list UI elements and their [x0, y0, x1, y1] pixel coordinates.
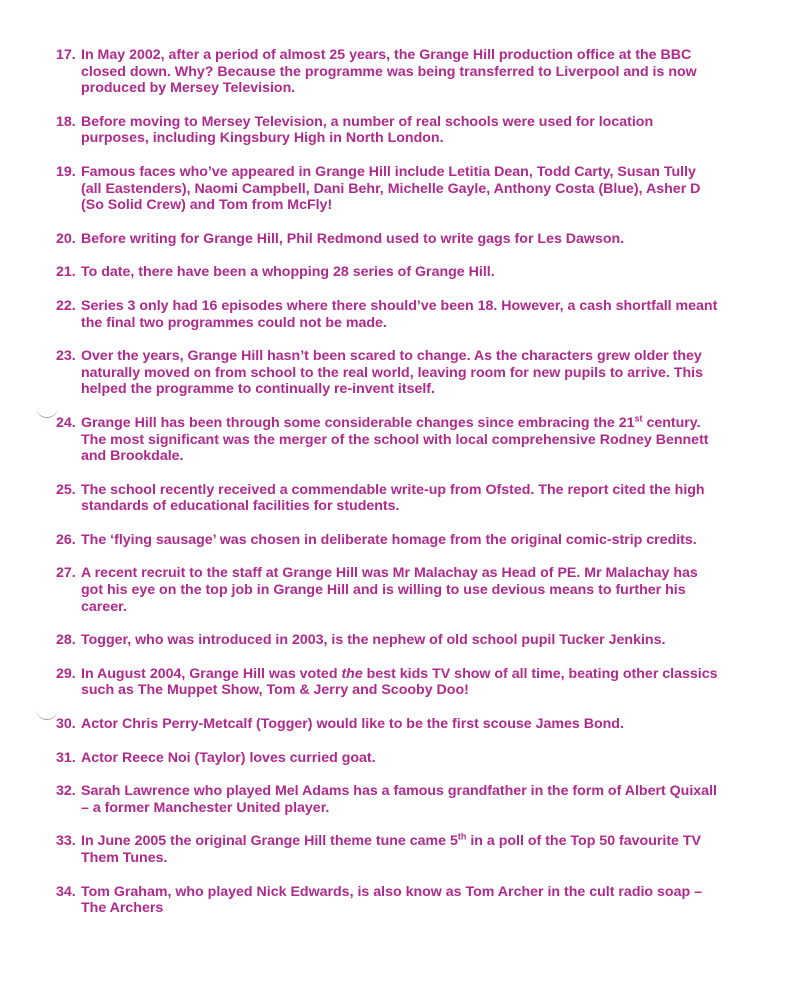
fact-item: [56, 114, 766, 147]
fact-text: [81, 666, 766, 699]
fact-number: 32.: [56, 783, 76, 800]
fact-text-part: century. The most significant was the merger of the school with local comprehensive Rodney Bennett and Brookdale.: [81, 414, 709, 465]
emphasis-word: the: [341, 665, 363, 682]
fact-item: [56, 298, 766, 331]
ordinal-suffix: th: [457, 831, 467, 842]
fact-text: To date, there have been a whopping 28 series of Grange Hill.: [81, 264, 495, 281]
fact-text-part: best kids TV show of all time, beating other classics such as The Muppet Show, Tom & Jerry and Scooby Doo!: [81, 665, 718, 699]
fact-text: Sarah Lawrence who played Mel Adams has a famous grandfather in the form of Albert Quixall – a former Manchester United player.: [81, 783, 717, 816]
fact-item: [56, 47, 766, 97]
fact-text: Actor Reece Noi (Taylor) loves curried goat.: [81, 749, 376, 766]
punch-hole-mark-upper: [36, 405, 58, 418]
fact-item: [56, 884, 766, 917]
fact-text-part: Grange Hill has been through some considerable changes since embracing the 21: [81, 414, 635, 431]
fact-item: [56, 482, 766, 515]
fact-number: 26.: [56, 531, 76, 548]
fact-number: 18.: [56, 113, 76, 130]
fact-item: [56, 231, 766, 248]
fact-text: The school recently received a commendable write-up from Ofsted. The report cited the high standards of educational facilities for students.: [81, 481, 705, 515]
fact-list: [56, 47, 766, 934]
fact-number: 22.: [56, 297, 76, 314]
fact-text: [81, 415, 766, 465]
fact-text: Tom Graham, who played Nick Edwards, is also know as Tom Archer in the cult radio soap – The Archers: [81, 883, 702, 917]
fact-text-part: In June 2005 the original Grange Hill theme tune came 5: [81, 833, 458, 850]
fact-text: Famous faces who’ve appeared in Grange Hill include Letitia Dean, Todd Carty, Susan Tully (all Eastenders), Naomi Campbell, Dani Behr, Michelle Gayle, Anthony Costa (Blue), Asher D (So Solid Crew) and Tom from McFly!: [81, 163, 701, 214]
fact-text: Series 3 only had 16 episodes where there should’ve been 18. However, a cash shortfall meant the final two programmes could not be made.: [81, 297, 718, 331]
fact-text: In May 2002, after a period of almost 25 years, the Grange Hill production office at the BBC closed down. Why? Because the programme was being transferred to Liverpool and is now produced by Mersey Television.: [81, 47, 697, 97]
punch-hole-mark-lower: [36, 707, 58, 720]
fact-number: 19.: [56, 163, 76, 180]
fact-number: 21.: [56, 264, 76, 281]
fact-number: 33.: [56, 833, 76, 850]
fact-item: [56, 632, 766, 649]
fact-number: 31.: [56, 749, 76, 766]
fact-item: [56, 565, 766, 615]
fact-number: 25.: [56, 481, 76, 498]
fact-number: 28.: [56, 632, 76, 649]
fact-item: [56, 666, 766, 699]
fact-text: Before writing for Grange Hill, Phil Redmond used to write gags for Les Dawson.: [81, 230, 625, 247]
fact-item: [56, 750, 766, 767]
fact-number: 20.: [56, 230, 76, 247]
fact-number: 27.: [56, 565, 76, 582]
fact-item: [56, 783, 766, 816]
fact-text: Before moving to Mersey Television, a number of real schools were used for location purposes, including Kingsbury High in North London.: [81, 113, 654, 147]
fact-number: 23.: [56, 348, 76, 365]
fact-item: [56, 348, 766, 398]
fact-item: [56, 716, 766, 733]
fact-item: [56, 532, 766, 549]
fact-number: 30.: [56, 716, 76, 733]
fact-number: 29.: [56, 665, 76, 682]
fact-text-part: In August 2004, Grange Hill was voted: [81, 665, 342, 682]
fact-text: Over the years, Grange Hill hasn’t been scared to change. As the characters grew older they naturally moved on from school to the real world, leaving room for new pupils to arrive. This helped the programme to continually re-invent itself.: [81, 348, 703, 398]
fact-item: [56, 264, 766, 281]
fact-item: [56, 164, 766, 214]
fact-number: 34.: [56, 883, 76, 900]
fact-text: The ‘flying sausage’ was chosen in deliberate homage from the original comic-strip credits.: [81, 531, 697, 548]
fact-text-part: in a poll of the Top 50 favourite TV Them Tunes.: [81, 833, 702, 866]
fact-text: [81, 833, 766, 866]
fact-number: 24.: [56, 414, 76, 431]
fact-text: A recent recruit to the staff at Grange Hill was Mr Malachay as Head of PE. Mr Malachay has got his eye on the top job in Grange Hill and is willing to use devious means to further his career.: [81, 565, 698, 615]
fact-text: Actor Chris Perry-Metcalf (Togger) would like to be the first scouse James Bond.: [81, 716, 624, 733]
ordinal-suffix: st: [634, 413, 643, 424]
fact-item: [56, 833, 766, 866]
fact-text: Togger, who was introduced in 2003, is the nephew of old school pupil Tucker Jenkins.: [81, 632, 666, 649]
fact-item: [56, 415, 766, 465]
fact-number: 17.: [56, 47, 76, 63]
